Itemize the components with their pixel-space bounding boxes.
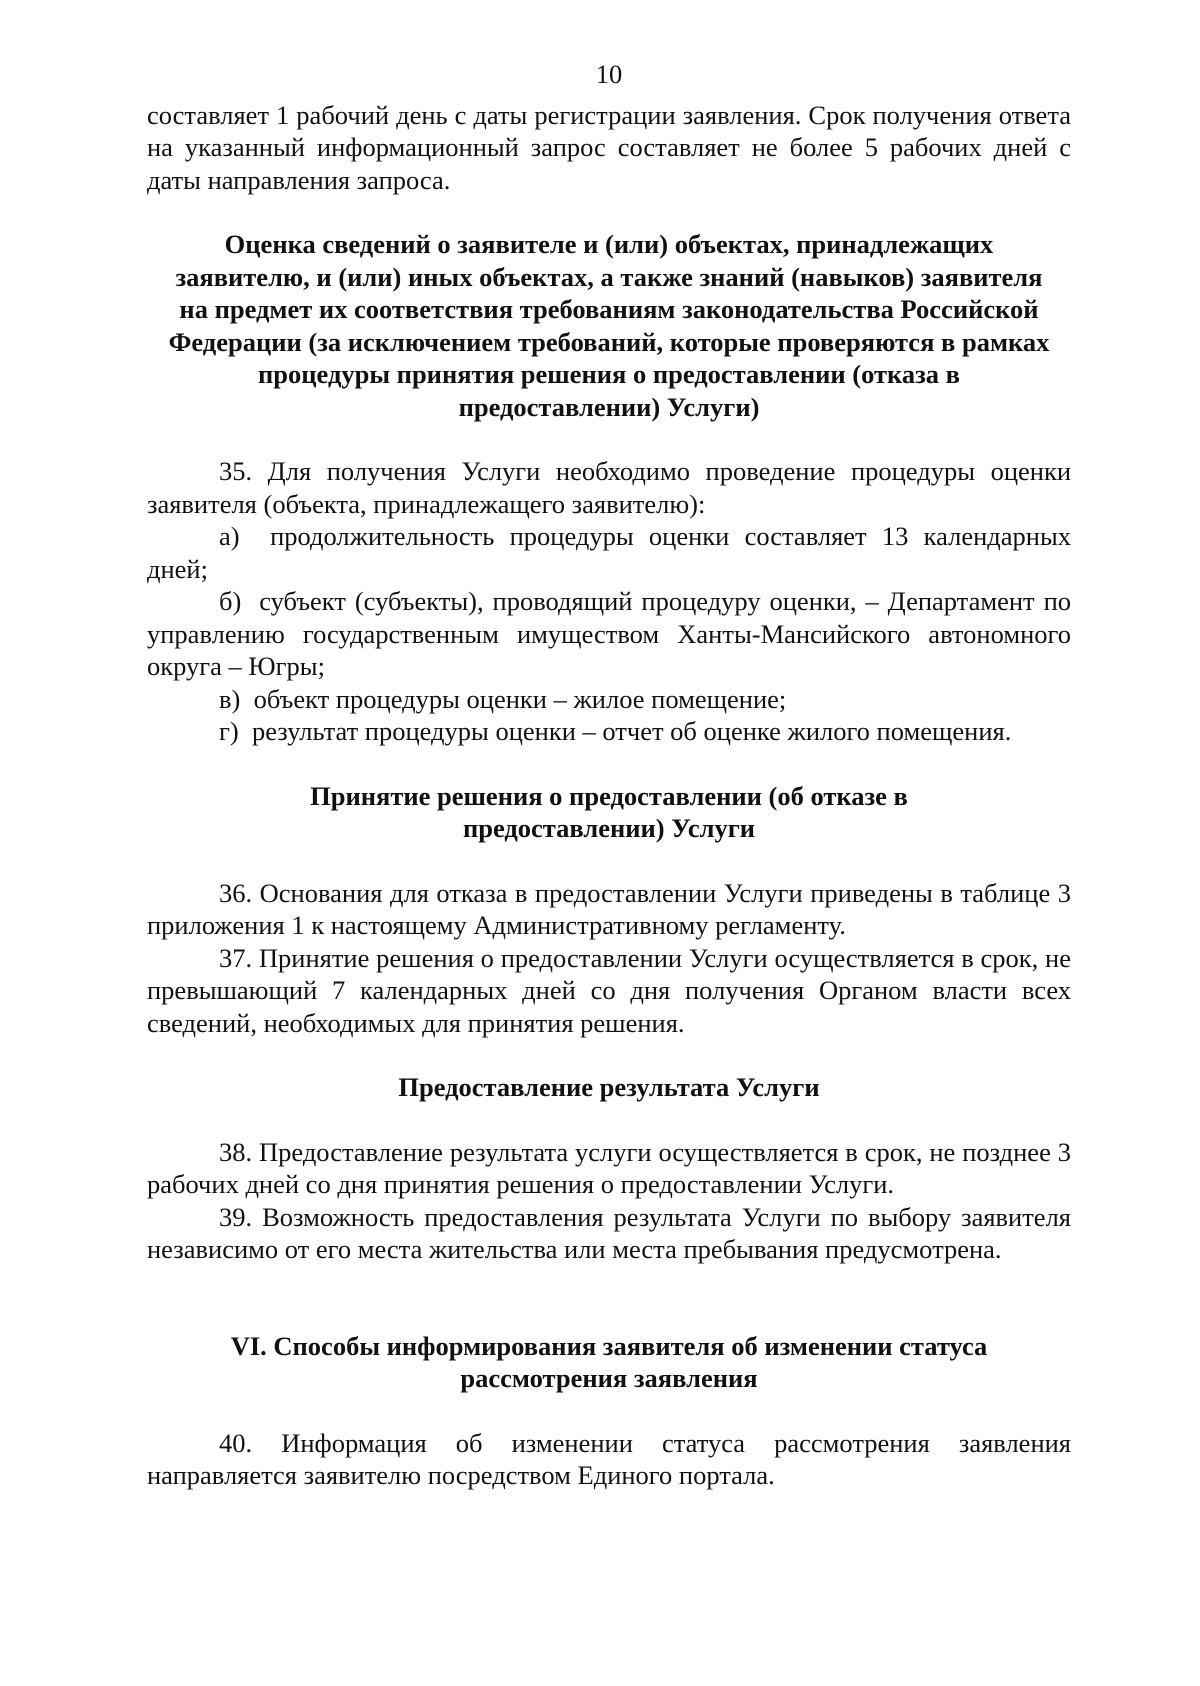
paragraph-36: 36. Основания для отказа в предоставлении Услуги приведены в таблице 3 приложения 1 к настоящему Административному регламенту. [147, 877, 1071, 940]
spacer [147, 845, 1071, 877]
list-item-c [147, 683, 1071, 716]
list-item-d [147, 715, 1071, 748]
section-heading-decision: Принятие решения о предоставлении (об отказе в предоставлении) Услуги [310, 780, 908, 843]
list-item-a [147, 520, 1071, 585]
section-heading-vi: VI. Способы информирования заявителя об изменении статуса рассмотрения заявления [230, 1330, 988, 1393]
list-marker: б) [219, 586, 242, 616]
section-heading-result: Предоставление результата Услуги [398, 1072, 820, 1102]
paragraph-40: 40. Информация об изменении статуса рассмотрения заявления направляется заявителю посредством Единого портала. [147, 1427, 1071, 1490]
list-item-text: результат процедуры оценки – отчет об оценке жилого помещения. [251, 716, 1012, 746]
page-number: 10 [595, 59, 623, 89]
spacer [147, 1266, 1071, 1330]
spacer [147, 1104, 1071, 1136]
spacer [147, 1039, 1071, 1071]
list-item-text: субъект (субъекты), проводящий процедуру оценки, – Департамент по управлению государственным имуществом Ханты-Мансийского автономного округа – Югры; [147, 586, 1071, 681]
spacer [147, 748, 1071, 780]
document-page [147, 58, 1071, 1492]
spacer [147, 1395, 1071, 1427]
list-marker: а) [219, 521, 240, 551]
list-item-text: объект процедуры оценки – жилое помещение; [253, 683, 787, 714]
paragraph-39: 39. Возможность предоставления результата Услуги по выбору заявителя независимо от его места жительства или места пребывания предусмотрена. [147, 1201, 1071, 1264]
list-marker: г) [219, 716, 239, 746]
spacer [147, 423, 1071, 455]
paragraph-37: 37. Принятие решения о предоставлении Услуги осуществляется в срок, не превышающий 7 календарных дней со дня получения Органом власти всех сведений, необходимых для принятия решения. [147, 942, 1071, 1038]
spacer [147, 196, 1071, 228]
section-heading-assessment: Оценка сведений о заявителе и (или) объектах, принадлежащих заявителю, и (или) иных объектах, а также знаний (навыков) заявителя на предмет их соответствия требованиям законодательства Российской Федерации (за исключением требований, которые проверяются в рамках процедуры принятия решения о предоставлении (отказа в предоставлении) Услуги) [168, 229, 1050, 422]
paragraph-35: 35. Для получения Услуги необходимо проведение процедуры оценки заявителя (объекта, принадлежащего заявителю): [147, 456, 1071, 519]
paragraph-38: 38. Предоставление результата услуги осуществляется в срок, не позднее 3 рабочих дней со дня принятия решения о предоставлении Услуги. [147, 1136, 1071, 1199]
intro-paragraph: составляет 1 рабочий день с даты регистрации заявления. Срок получения ответа на указанный информационный запрос составляет не более 5 рабочих дней с даты направления запроса. [147, 99, 1071, 195]
list-marker: в) [219, 683, 241, 714]
list-item-b [147, 585, 1071, 683]
list-item-text: продолжительность процедуры оценки составляет 13 календарных дней; [147, 521, 1072, 584]
